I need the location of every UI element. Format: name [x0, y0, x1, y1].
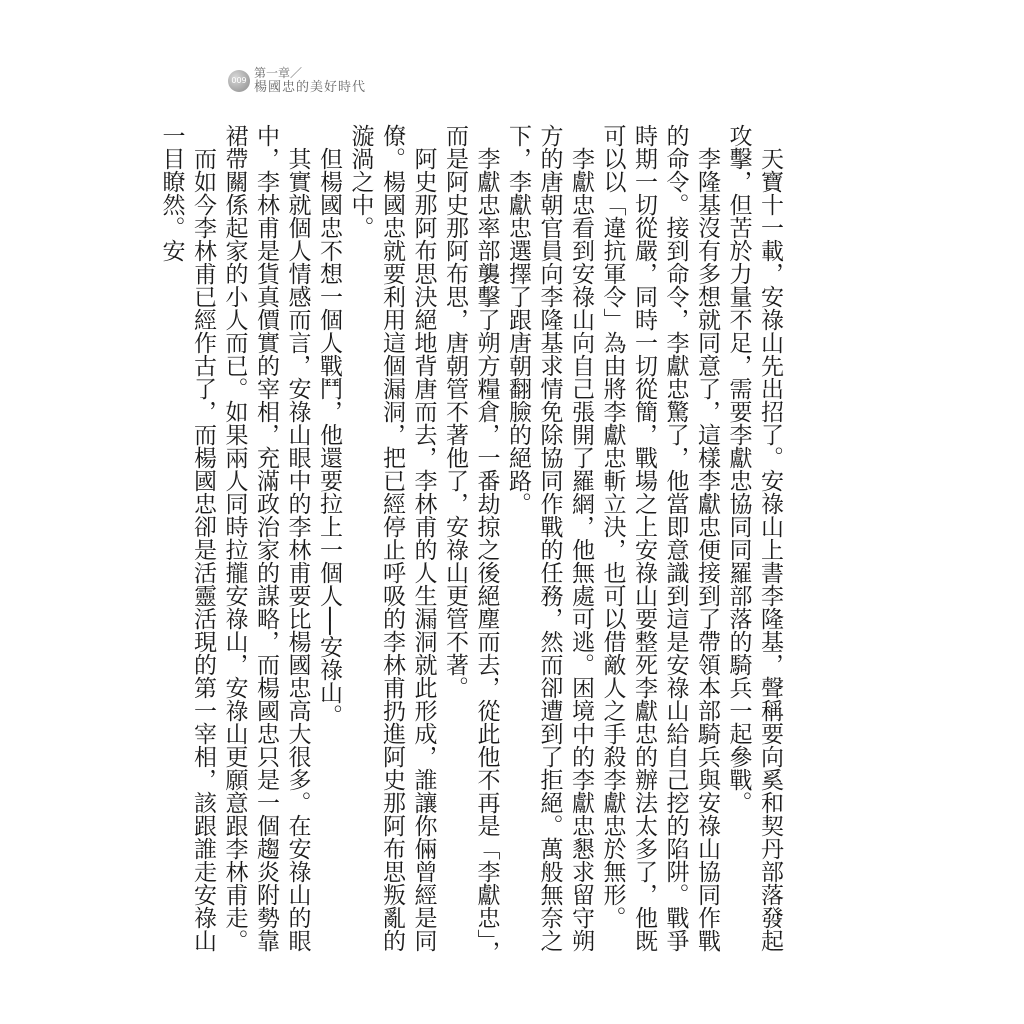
body-text — [158, 124, 785, 964]
running-head-text — [254, 66, 366, 96]
page-number: 009 — [228, 70, 250, 92]
paragraph: 天寶十一載，安祿山先出招了。安祿山上書李隆基，聲稱要向奚和契丹部落發起攻擊，但苦於力量不足，需要李獻忠協同同羅部落的騎兵一起參戰。 — [725, 124, 783, 952]
chapter-label: 第一章／ — [254, 66, 303, 80]
paragraph: 但楊國忠不想一個人戰鬥，他還要拉上一個人──安祿山。 — [316, 147, 342, 727]
paragraph: 阿史那阿布思決絕地背唐而去，李林甫的人生漏洞就此形成，誰讓你倆曾經是同僚。楊國忠就要利用這個漏洞，把已經停止呼吸的李林甫扔進阿史那阿布思叛亂的漩渦之中。 — [347, 124, 437, 952]
running-header — [228, 66, 366, 96]
paragraph: 其實就個人情感而言，安祿山眼中的李林甫要比楊國忠高大很多。在安祿山的眼中，李林甫是貨真價實的宰相，充滿政治家的謀略，而楊國忠只是一個趨炎附勢靠裙帶關係起家的小人而已。如果兩人同時拉攏安祿山，安祿山更願意跟李林甫走。 — [221, 124, 311, 952]
paragraph: 李獻忠率部襲擊了朔方糧倉，一番劫掠之後絕塵而去，從此他不再是「李獻忠」，而是阿史那阿布思，唐朝管不著他了，安祿山更管不著。 — [442, 124, 500, 964]
paragraph: 李隆基沒有多想就同意了，這樣李獻忠便接到了帶領本部騎兵與安祿山協同作戰的命令。接到命令，李獻忠驚了，他當即意識到這是安祿山給自己挖的陷阱。戰爭時期一切從嚴，同時一切從簡，戰場之上安祿山要整死李獻忠的辦法太多了，他既可以以「違抗軍令」為由將李獻忠斬立決，也可以借敵人之手殺李獻忠於無形。 — [599, 124, 720, 952]
chapter-title: 楊國忠的美好時代 — [254, 80, 367, 95]
paragraph: 李獻忠看到安祿山向自己張開了羅網，他無處可逃。困境中的李獻忠懇求留守朔方的唐朝官員向李隆基求情免除協同作戰的任務，然而卻遭到了拒絕。萬般無奈之下，李獻忠選擇了跟唐朝翻臉的絕路。 — [505, 124, 594, 952]
paragraph: 而如今李林甫已經作古了，而楊國忠卻是活靈活現的第一宰相，該跟誰走安祿山一目瞭然。安 — [158, 124, 216, 952]
